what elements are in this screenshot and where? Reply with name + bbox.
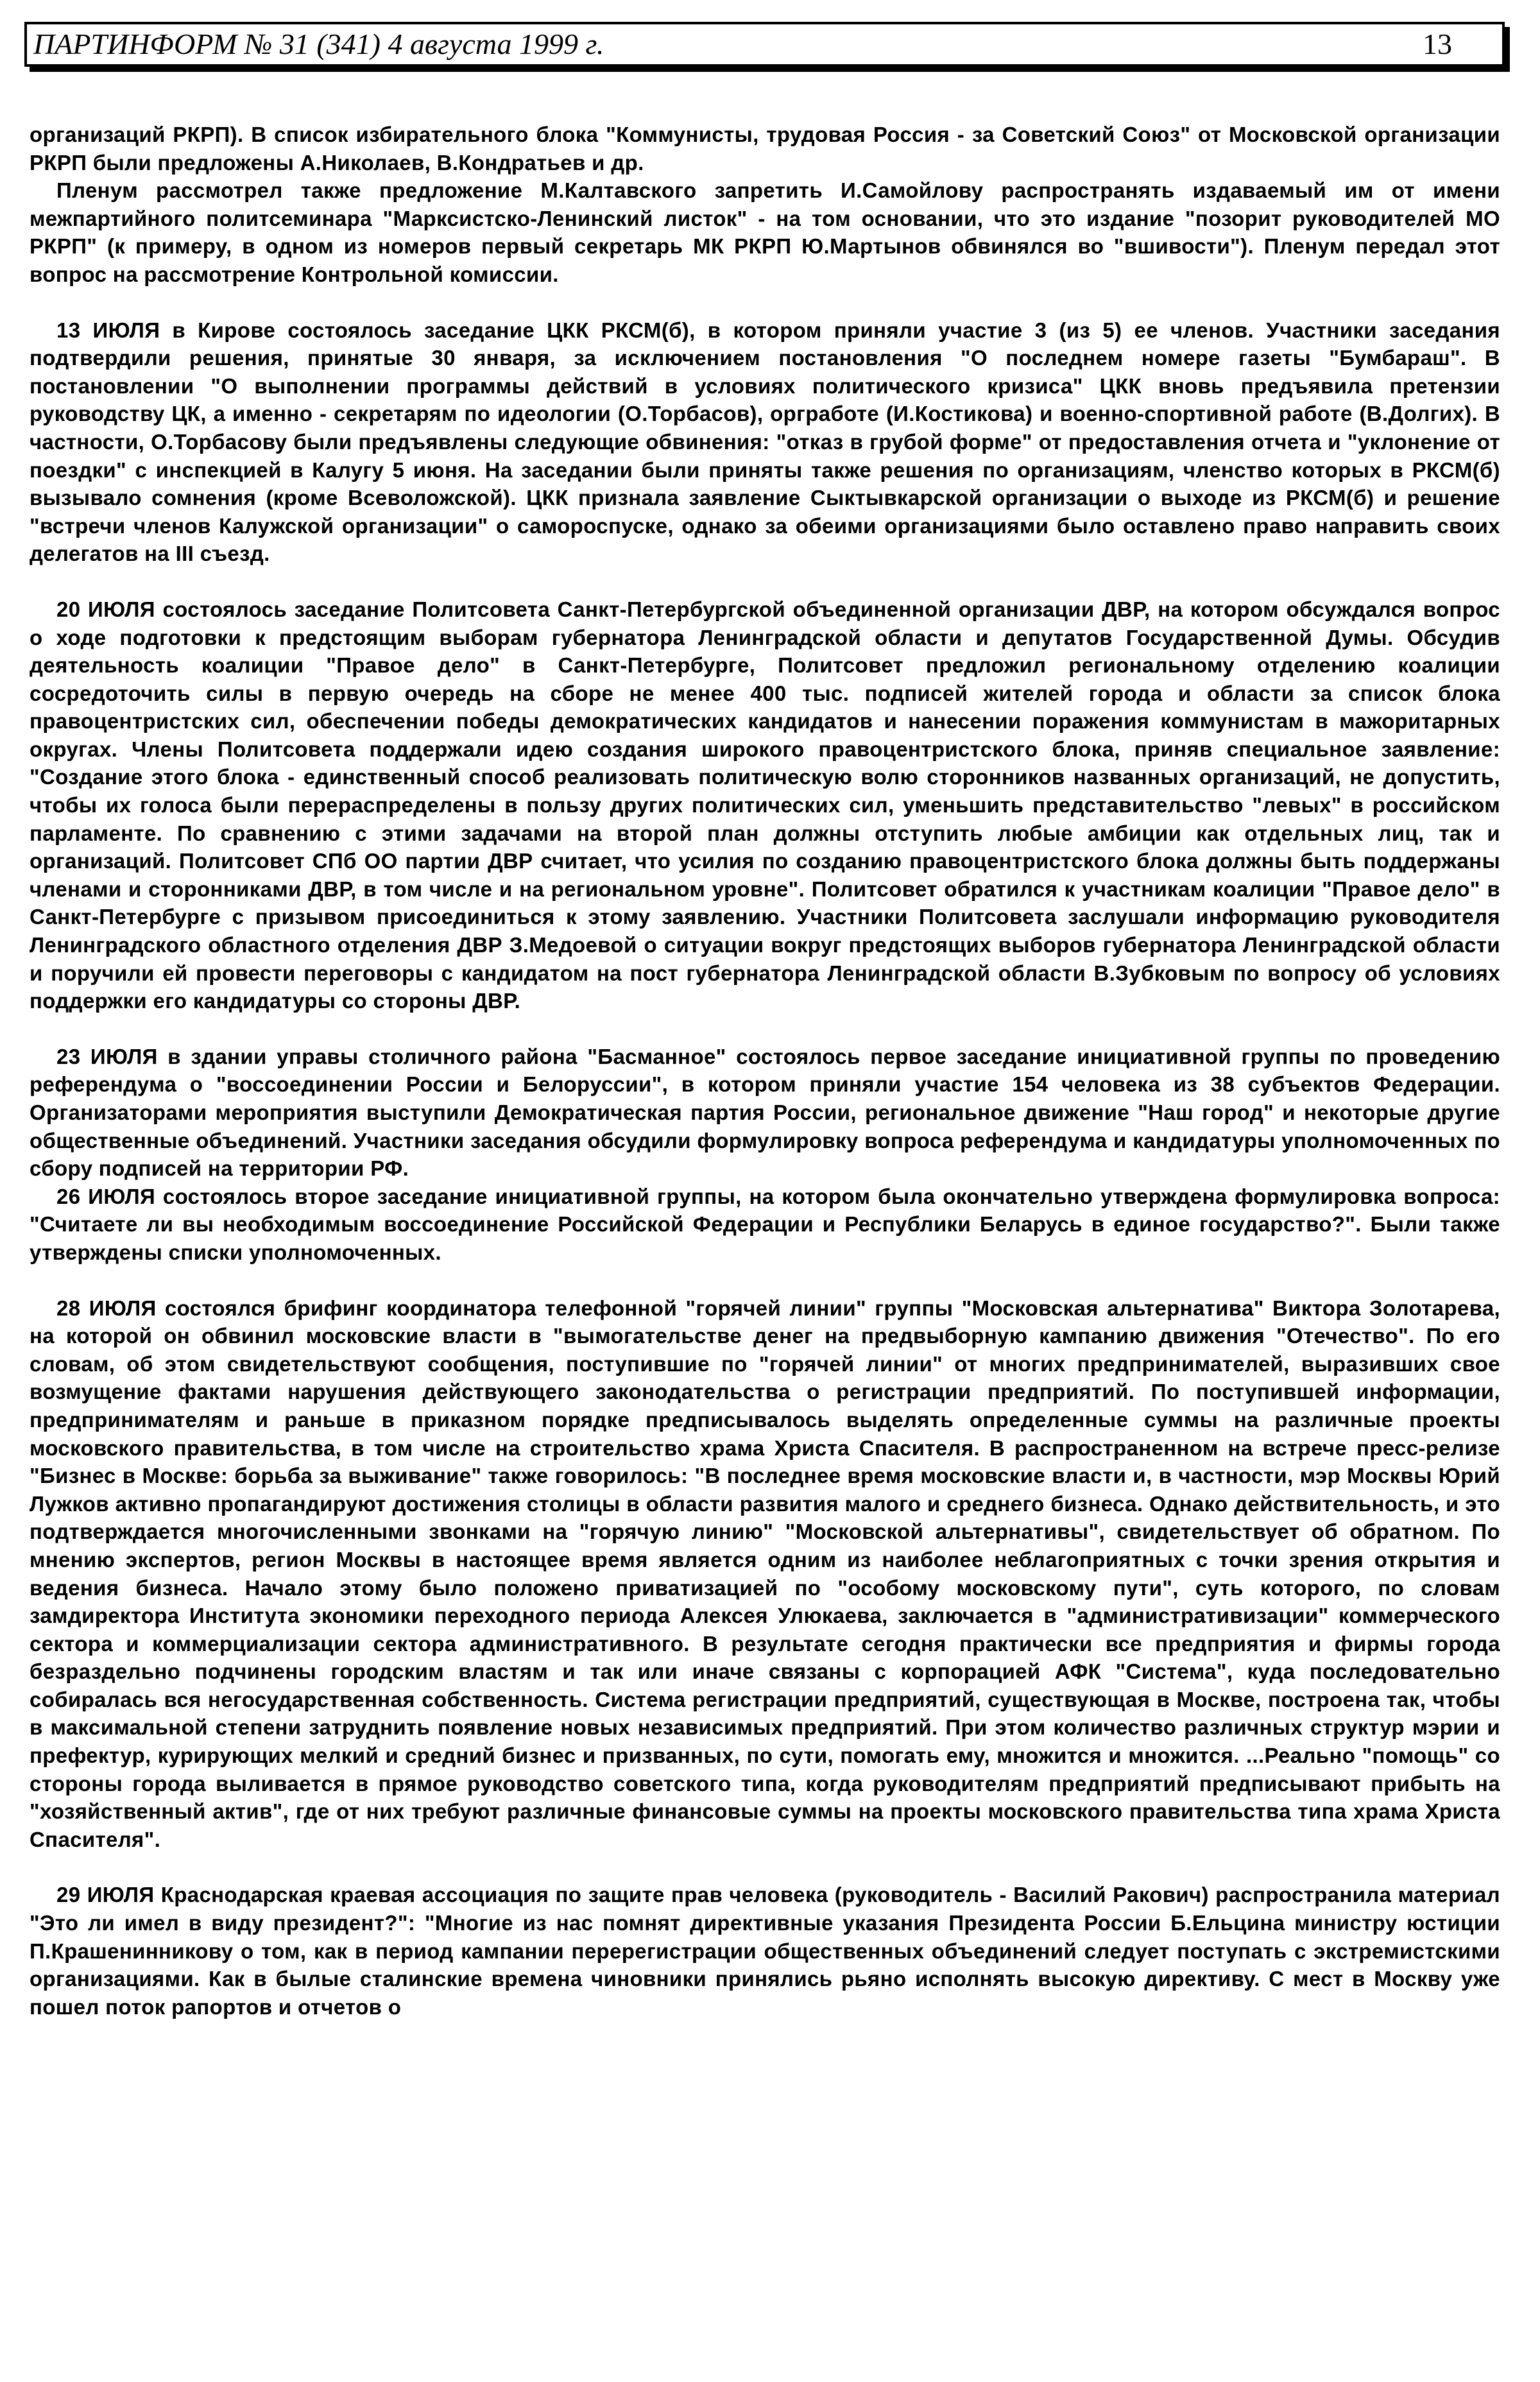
page-header — [24, 22, 1505, 67]
paragraph: 28 ИЮЛЯ состоялся брифинг координатора телефонной "горячей линии" группы "Московская альтернатива" Виктора Золотарева, на которой он обвинил московские власти в "вымогательстве денег на предвыборную кампанию движения "Отечество". По его словам, об этом свидетельствуют сообщения, поступившие по "горячей линии" от многих предпринимателей, выразивших свое возмущение фактами нарушения действующего законодательства о регистрации предприятий. По поступившей информации, предпринимателям и раньше в приказном порядке предписывалось выделять определенные суммы на различные проекты московского правительства, в том числе на строительство храма Христа Спасителя. В распространенном на встрече пресс-релизе "Бизнес в Москве: борьба за выживание" также говорилось: "В последнее время московские власти и, в частности, мэр Москвы Юрий Лужков активно пропагандируют достижения столицы в области развития малого и среднего бизнеса. Однако действительность, и это подтверждается многочисленными звонками на "горячую линию" "Московской альтернативы", свидетельствует об обратном. По мнению экспертов, регион Москвы в настоящее время является одним из наиболее неблагоприятных с точки зрения открытия и ведения бизнеса. Начало этому было положено приватизацией по "особому московскому пути", суть которого, по словам замдиректора Института экономики переходного периода Алексея Улюкаева, заключается в "административизации" коммерческого сектора и коммерциализации сектора административного. В результате сегодня практически все предприятия и фирмы города безраздельно подчинены городским властям и так или иначе связаны с корпорацией АФК "Система", куда последовательно собиралась вся негосударственная собственность. Система регистрации предприятий, существующая в Москве, построена так, чтобы в максимальной степени затруднить появление новых независимых предприятий. При этом количество различных структур мэрии и префектур, курирующих мелкий и средний бизнес и призванных, по сути, помогать ему, множится и множится. ...Реально "помощь" со стороны города выливается в прямое руководство советского типа, когда руководителям предприятий предписывают прибыть на "хозяйственный актив", где от них требуют различные финансовые суммы на проекты московского правительства типа храма Христа Спасителя". — [30, 1296, 1500, 1851]
paragraph: 26 ИЮЛЯ состоялось второе заседание инициативной группы, на котором была окончательно утверждена формулировка вопроса: "Считаете ли вы необходимым воссоединение Российской Федерации и Республики Беларусь в единое государство?". Были также утверждены списки уполномоченных. — [30, 1184, 1500, 1264]
article-body — [30, 121, 1500, 2021]
publication-title: ПАРТИНФОРМ № 31 (341) 4 августа 1999 г. — [33, 28, 604, 60]
paragraph: 20 ИЮЛЯ состоялось заседание Политсовета Санкт-Петербургской объединенной организации ДВР, на котором обсуждался вопрос о ходе подготовки к предстоящим выборам губернатора Ленинградской области и депутатов Государственной Думы. Обсудив деятельность коалиции "Правое дело" в Санкт-Петербурге, Политсовет предложил региональному отделению коалиции сосредоточить силы в первую очередь на сборе не менее 400 тыс. подписей жителей города и области за список блока правоцентристских сил, обеспечении победы демократических кандидатов и нанесении поражения коммунистам в мажоритарных округах. Члены Политсовета поддержали идею создания широкого правоцентристского блока, приняв специальное заявление: "Создание этого блока - единственный способ реализовать политическую волю сторонников названных организаций, не допустить, чтобы их голоса были перераспределены в пользу других политических сил, уменьшить представительство "левых" в российском парламенте. По сравнению с этими задачами на второй план должны отступить любые амбиции как отдельных лиц, так и организаций. Политсовет СПб ОО партии ДВР считает, что усилия по созданию правоцентристского блока должны быть поддержаны членами и сторонниками ДВР, в том числе и на региональном уровне". Политсовет обратился к участникам коалиции "Правое дело" в Санкт-Петербурге с призывом присоединиться к этому заявлению. Участники Политсовета заслушали информацию руководителя Ленинградского областного отделения ДВР З.Медоевой о ситуации вокруг предстоящих выборов губернатора Ленинградской области и поручили ей провести переговоры с кандидатом на пост губернатора Ленинградской области В.Зубковым по вопросу об условиях поддержки его кандидатуры со стороны ДВР. — [30, 597, 1500, 1013]
page-number: 13 — [1423, 28, 1452, 60]
paragraph: 23 ИЮЛЯ в здании управы столичного района "Басманное" состоялось первое заседание инициативной группы по проведению референдума о "воссоединении России и Белоруссии", в котором приняли участие 154 человека из 38 субъектов Федерации. Организаторами мероприятия выступили Демократическая партия России, региональное движение "Наш город" и некоторые другие общественные объединений. Участники заседания обсудили формулировку вопроса референдума и кандидатуры уполномоченных по сбору подписей на территории РФ. — [30, 1044, 1500, 1181]
paragraph: 13 ИЮЛЯ в Кирове состоялось заседание ЦКК РКСМ(б), в котором приняли участие 3 (из 5) ее членов. Участники заседания подтвердили решения, принятые 30 января, за исключением постановления "О последнем номере газеты "Бумбараш". В постановлении "О выполнении программы действий в условиях политического кризиса" ЦКК вновь предъявила претензии руководству ЦК, а именно - секретарям по идеологии (О.Торбасов), оргработе (И.Костикова) и военно-спортивной работе (В.Долгих). В частности, О.Торбасову были предъявлены следующие обвинения: "отказ в грубой форме" от предоставления отчета и "уклонение от поездки" с инспекцией в Калугу 5 июня. На заседании были приняты также решения по организациям, членство которых в РКСМ(б) вызывало сомнения (кроме Всеволожской). ЦКК признала заявление Сыктывкарской организации о выходе из РКСМ(б) и решение "встречи членов Калужской организации" о самороспуске, однако за обеими организациями было оставлено право направить своих делегатов на III съезд. — [30, 318, 1500, 566]
paragraph: 29 ИЮЛЯ Краснодарская краевая ассоциация по защите прав человека (руководитель - Василий Ракович) распространила материал "Это ли имел в виду президент?": "Многие из нас помнят директивные указания Президента России Б.Ельцина министру юстиции П.Крашенинникову о том, как в период кампании перерегистрации общественных объединений следует поступать с экстремистскими организациями. Как в былые сталинские времена чиновники принялись рьяно исполнять высокую директиву. С мест в Москву уже пошел поток рапортов и отчетов о — [30, 1883, 1500, 2019]
paragraph: Пленум рассмотрел также предложение М.Калтавского запретить И.Самойлову распространять издаваемый им от имени межпартийного политсеминара "Марксистско-Ленинский листок" - на том основании, что это издание "позорит руководителей МО РКРП" (к примеру, в одном из номеров первый секретарь МК РКРП Ю.Мартынов обвинялся во "вшивости"). Пленум передал этот вопрос на рассмотрение Контрольной комиссии. — [30, 178, 1500, 286]
paragraph: организаций РКРП). В список избирательного блока "Коммунисты, трудовая Россия - за Советский Союз" от Московской организации РКРП были предложены А.Николаев, В.Кондратьев и др. — [30, 123, 1500, 175]
